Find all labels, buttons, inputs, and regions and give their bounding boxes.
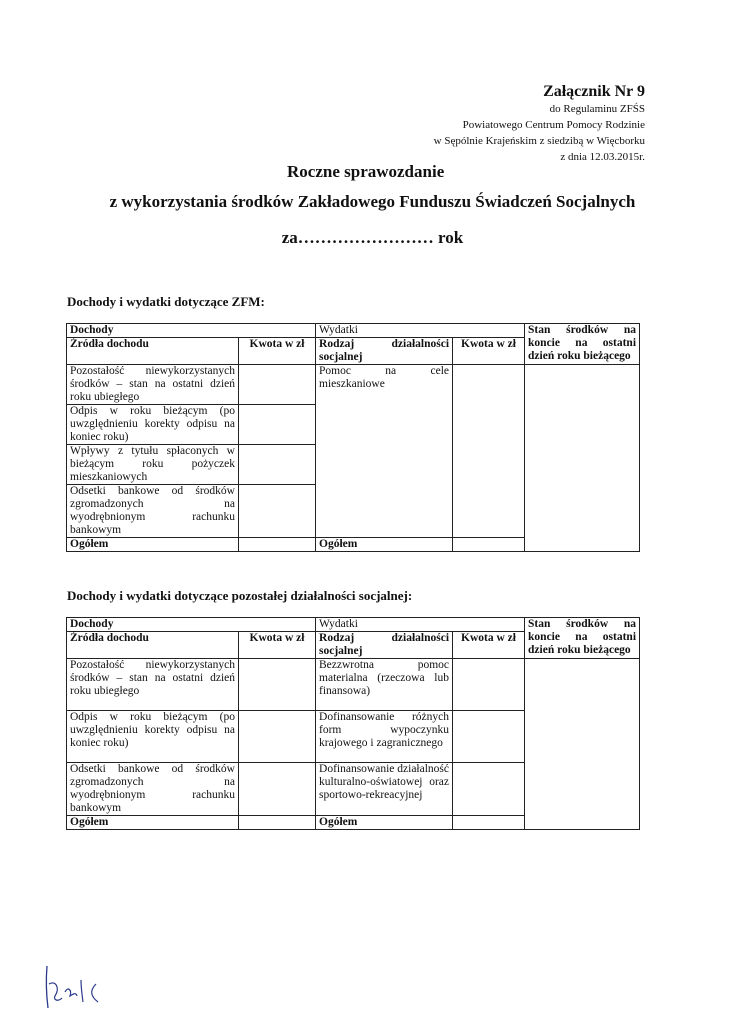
col-kind: Rodzaj działalności socjalnej [316, 338, 453, 365]
balance-cell [525, 365, 640, 552]
income-row: Pozostałość niewykorzystanych środków – stan na ostatni dzień roku ubiegłego [67, 365, 239, 405]
expense-row: Dofinansowanie różnych form wypoczynku krajowego i zagranicznego [316, 711, 453, 763]
total-expense: Ogółem [316, 816, 453, 830]
annex-line: Powiatowego Centrum Pomocy Rodzinie [462, 119, 645, 131]
col-amount2: Kwota w zł [453, 338, 525, 365]
col-amount2: Kwota w zł [453, 632, 525, 659]
section2-heading: Dochody i wydatki dotyczące pozostałej działalności socjalnej: [67, 588, 413, 603]
col-amount: Kwota w zł [239, 338, 316, 365]
balance-header: Stan środków na koncie na ostatni dzień roku bieżącego [525, 618, 640, 659]
amount-cell [453, 816, 525, 830]
handwritten-initials [40, 962, 110, 1012]
income-row: Odpis w roku bieżącym (po uwzględnieniu korekty odpisu na koniec roku) [67, 711, 239, 763]
report-subtitle: z wykorzystania środków Zakładowego Funduszu Świadczeń Socjalnych [109, 192, 636, 211]
amount-cell [239, 485, 316, 538]
report-title: Roczne sprawozdanie [287, 162, 445, 181]
report-year-line: za…………………… rok [281, 228, 464, 247]
income-header: Dochody [67, 324, 316, 338]
amount-cell [239, 538, 316, 552]
income-header: Dochody [67, 618, 316, 632]
income-row: Odpis w roku bieżącym (po uwzględnieniu korekty odpisu na koniec roku) [67, 405, 239, 445]
amount-cell [239, 659, 316, 711]
annex-line: w Sępólnie Krajeńskim z siedzibą w Więcborku [433, 135, 645, 147]
amount-cell [453, 711, 525, 763]
zfm-table [66, 323, 640, 552]
amount-cell [239, 405, 316, 445]
expense-row: Bezzwrotna pomoc materialna (rzeczowa lub finansowa) [316, 659, 453, 711]
annex-line: do Regulaminu ZFŚS [549, 103, 645, 115]
balance-cell [525, 659, 640, 830]
section1-heading: Dochody i wydatki dotyczące ZFM: [67, 294, 265, 309]
col-sources: Źródła dochodu [67, 632, 239, 659]
annex-line: z dnia 12.03.2015r. [560, 151, 645, 163]
amount-cell [453, 659, 525, 711]
col-kind: Rodzaj działalności socjalnej [316, 632, 453, 659]
amount-cell [453, 365, 525, 538]
amount-cell [239, 711, 316, 763]
annex-title: Załącznik Nr 9 [543, 83, 645, 100]
expense-row: Dofinansowanie działalność kulturalno-oświatowej oraz sportowo-rekreacyjnej [316, 763, 453, 816]
income-row: Pozostałość niewykorzystanych środków – stan na ostatni dzień roku ubiegłego [67, 659, 239, 711]
income-row: Odsetki bankowe od środków zgromadzonych na wyodrębnionym rachunku bankowym [67, 763, 239, 816]
amount-cell [239, 763, 316, 816]
col-sources: Źródła dochodu [67, 338, 239, 365]
total-income: Ogółem [67, 816, 239, 830]
col-amount: Kwota w zł [239, 632, 316, 659]
expense-row: Pomoc na cele mieszkaniowe [316, 365, 453, 538]
amount-cell [239, 816, 316, 830]
amount-cell [239, 365, 316, 405]
total-expense: Ogółem [316, 538, 453, 552]
balance-header: Stan środków na koncie na ostatni dzień roku bieżącego [525, 324, 640, 365]
amount-cell [239, 445, 316, 485]
social-activity-table [66, 617, 640, 830]
income-row: Wpływy z tytułu spłaconych w bieżącym roku pożyczek mieszkaniowych [67, 445, 239, 485]
expense-header: Wydatki [316, 618, 525, 632]
amount-cell [453, 763, 525, 816]
total-income: Ogółem [67, 538, 239, 552]
income-row: Odsetki bankowe od środków zgromadzonych na wyodrębnionym rachunku bankowym [67, 485, 239, 538]
annex-header [434, 82, 645, 165]
amount-cell [453, 538, 525, 552]
expense-header: Wydatki [316, 324, 525, 338]
